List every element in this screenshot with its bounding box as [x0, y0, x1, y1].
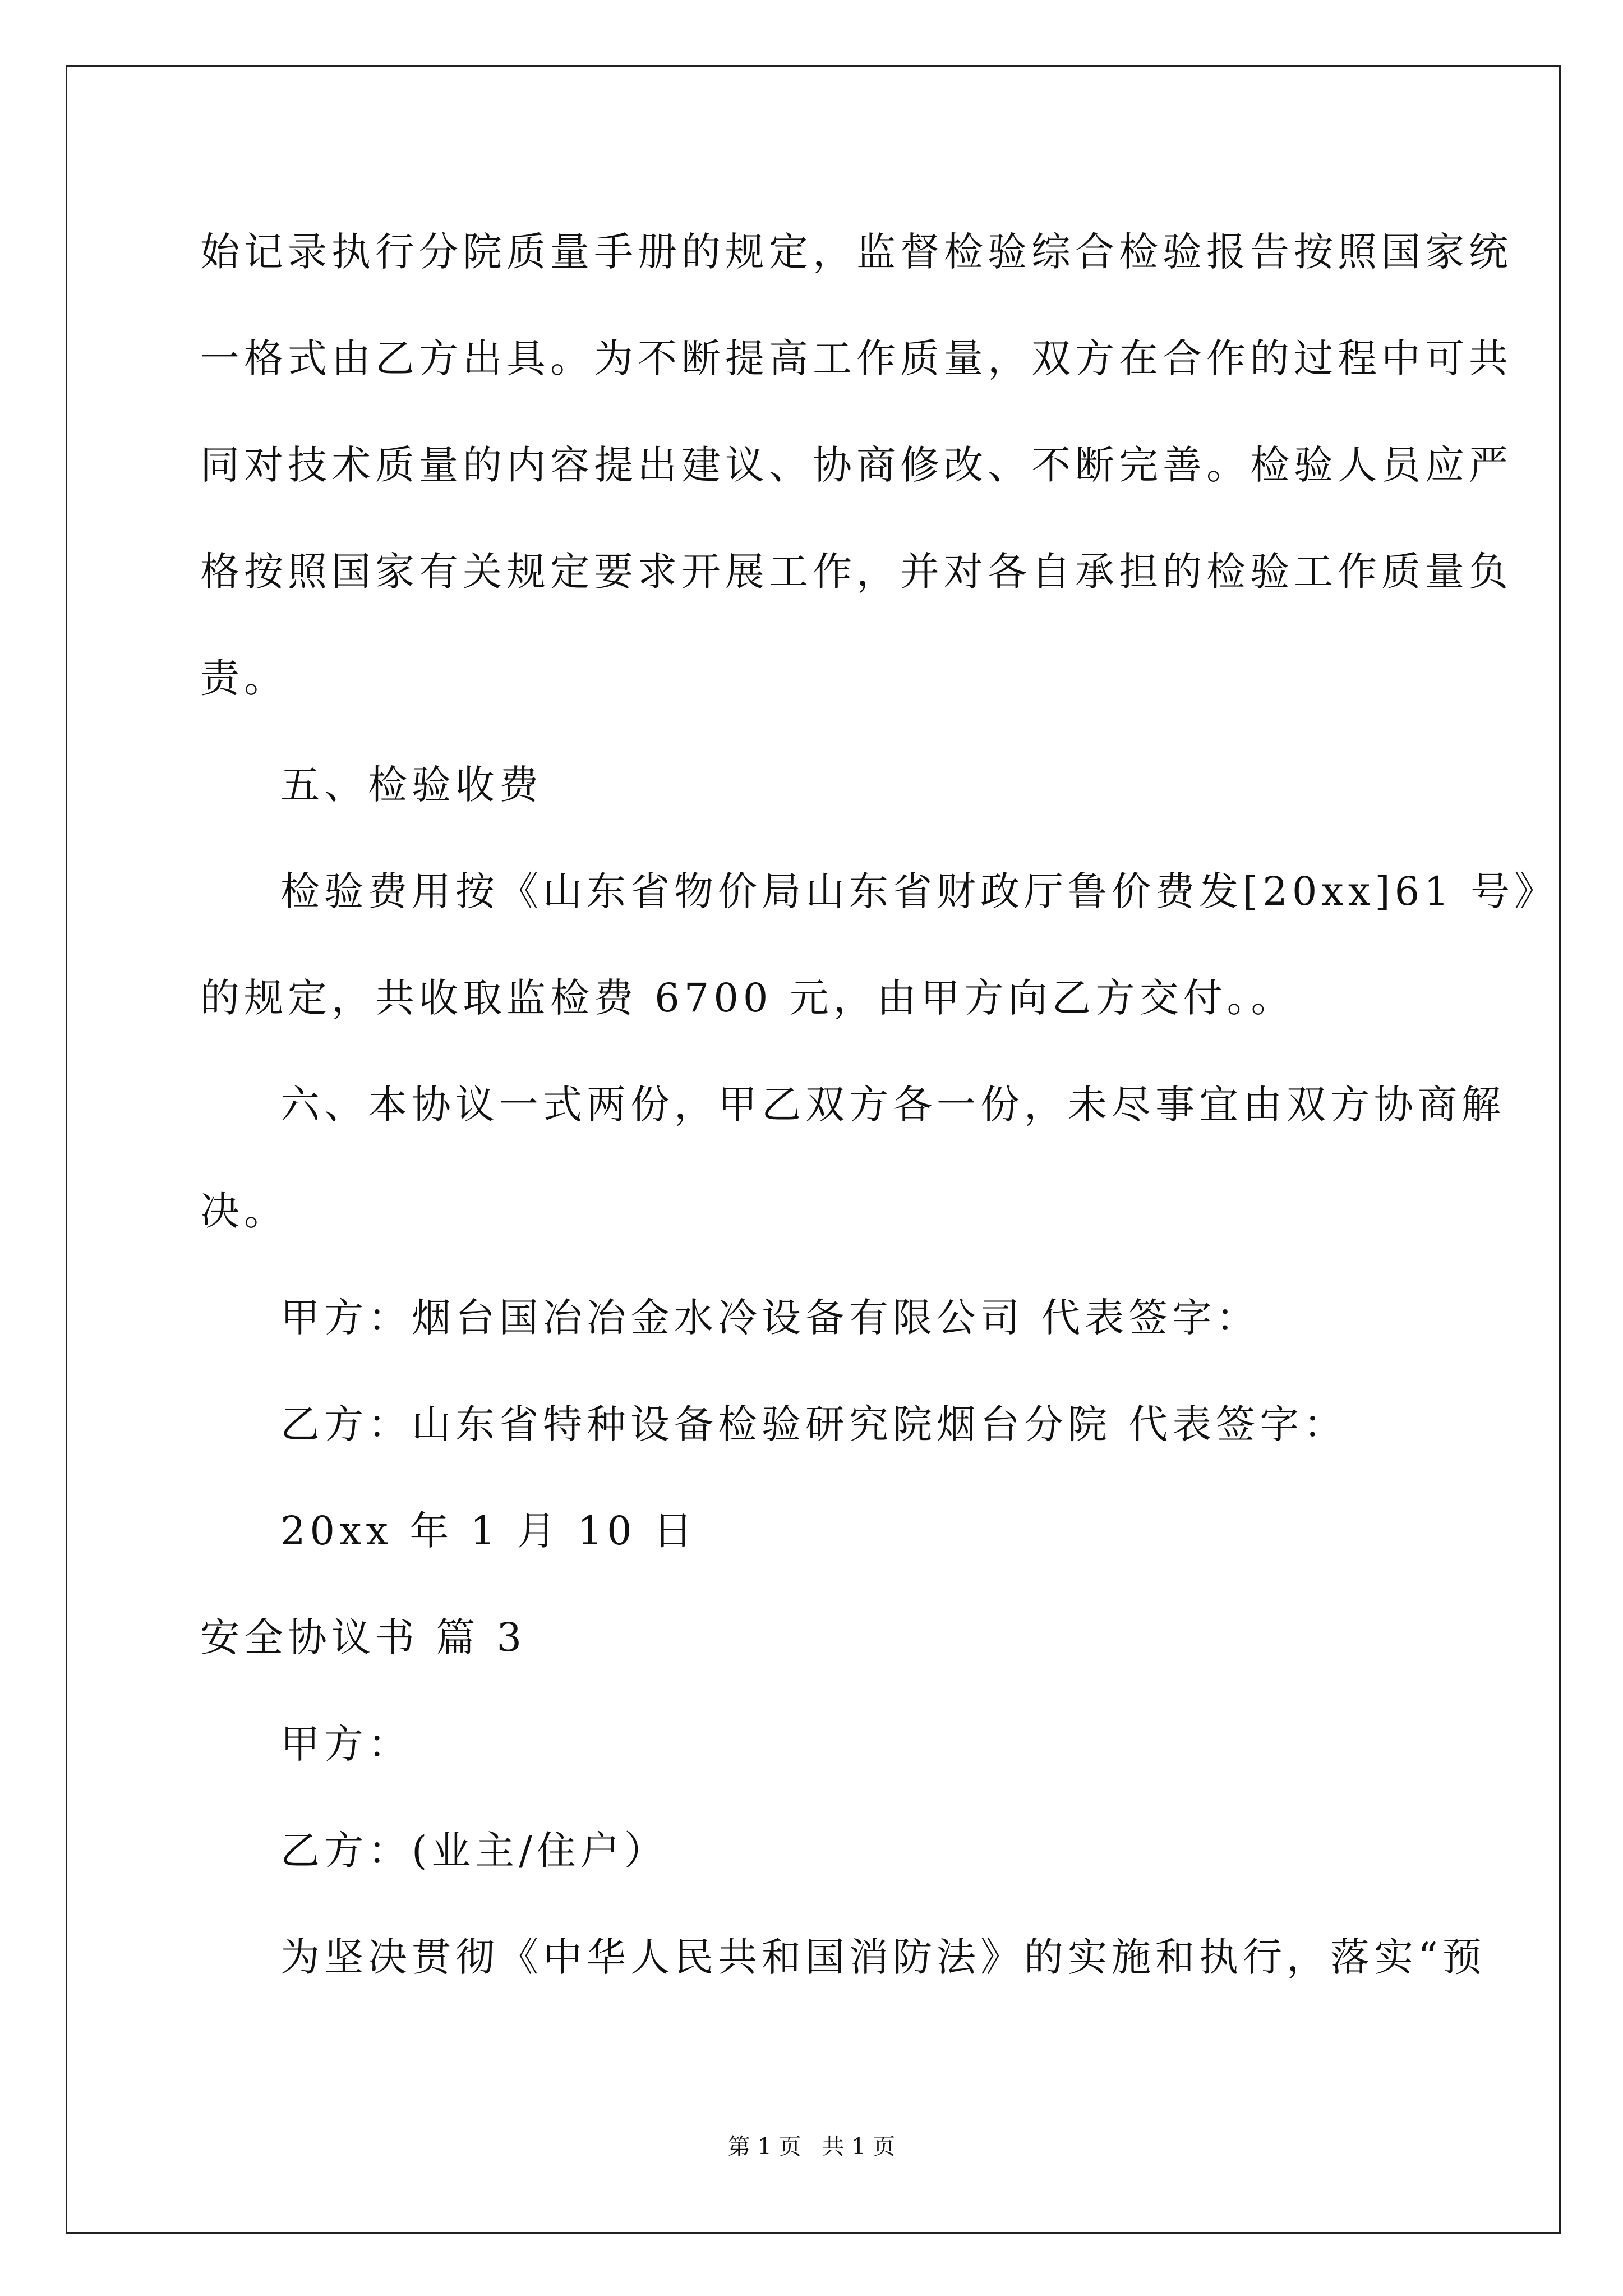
paragraph-line: 六、本协议一式两份，甲乙双方各一份，未尽事宜由双方协商解 [280, 1082, 1505, 1128]
party-b-line: 乙方：(业主/住户） [280, 1828, 668, 1874]
paragraph-line: 同对技术质量的内容提出建议、协商修改、不断完善。检验人员应严 [200, 442, 1513, 488]
paragraph-line: 的规定，共收取监检费 6700 元，由甲方向乙方交付。。 [200, 975, 1295, 1021]
page-footer [0, 2136, 1623, 2158]
paragraph-line: 一格式由乙方出具。为不断提高工作质量，双方在合作的过程中可共 [200, 335, 1513, 381]
page-number: 第 1 页 [727, 2134, 801, 2160]
paragraph-line: 为坚决贯彻《中华人民共和国消防法》的实施和执行，落实“预 [280, 1934, 1486, 1980]
paragraph-line: 格按照国家有关规定要求开展工作，并对各自承担的检验工作质量负 [200, 549, 1513, 595]
party-b-signature-line: 乙方：山东省特种设备检验研究院烟台分院 代表签字： [280, 1401, 1348, 1447]
date-line: 20xx 年 1 月 10 日 [280, 1508, 697, 1554]
page-border [66, 65, 1561, 2234]
paragraph-line: 责。 [200, 655, 288, 701]
paragraph-line: 检验费用按《山东省物价局山东省财政厅鲁价费发[20xx]61 号》 [280, 868, 1558, 914]
party-a-signature-line: 甲方：烟台国冶冶金水冷设备有限公司 代表签字： [280, 1295, 1260, 1341]
paragraph-line: 决。 [200, 1188, 288, 1234]
paragraph-line: 始记录执行分院质量手册的规定，监督检验综合检验报告按照国家统 [200, 229, 1513, 275]
party-a-line: 甲方： [280, 1721, 412, 1767]
page-total: 共 1 页 [822, 2134, 896, 2160]
section-title: 安全协议书 篇 3 [200, 1614, 527, 1660]
section-heading: 五、检验收费 [280, 762, 543, 808]
